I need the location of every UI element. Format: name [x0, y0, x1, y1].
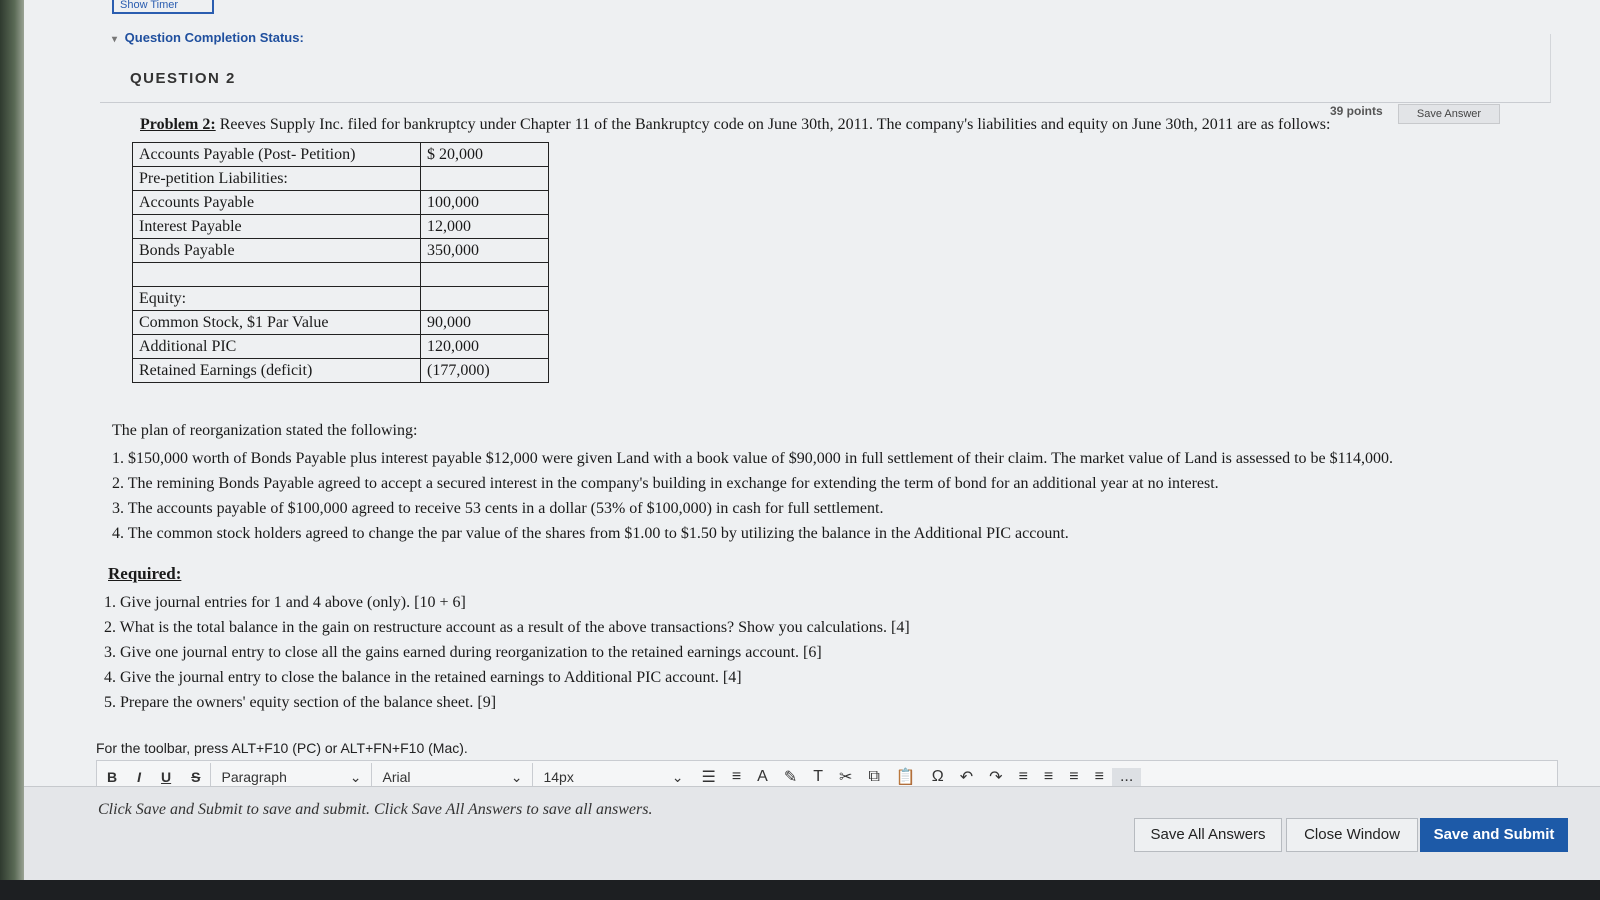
row-label: Bonds Payable — [133, 239, 421, 263]
show-timer-button[interactable]: Show Timer — [112, 0, 214, 14]
row-label: Accounts Payable (Post- Petition) — [133, 143, 421, 167]
table-row — [133, 263, 549, 287]
undo-icon[interactable]: ↶ — [959, 769, 974, 786]
table-row — [133, 167, 549, 191]
table-row — [133, 143, 549, 167]
row-value: 350,000 — [421, 239, 549, 263]
chevron-down-icon: ⌄ — [671, 768, 684, 785]
list-item: 4. Give the journal entry to close the balance in the retained earnings to Additional PIC account. [4] — [104, 669, 742, 686]
plan-intro: The plan of reorganization stated the following: — [112, 422, 418, 439]
table-row — [133, 359, 549, 383]
font-select-value: Arial — [382, 769, 411, 785]
bold-button[interactable]: B — [107, 769, 118, 785]
list-item: 3. The accounts payable of $100,000 agreed to receive 53 cents in a dollar (53% of $100,000) in cash for full settlement. — [112, 500, 884, 517]
redo-icon[interactable]: ↷ — [989, 769, 1003, 786]
row-label: Interest Payable — [133, 215, 421, 239]
more-options-button[interactable]: ... — [1112, 768, 1141, 786]
row-label: Accounts Payable — [133, 191, 421, 215]
row-label: Additional PIC — [133, 335, 421, 359]
list-item: 1. $150,000 worth of Bonds Payable plus interest payable $12,000 were given Land with a book value of $90,000 in full settlement of their claim. The market value of Land is assessed to be $114,000. — [112, 450, 1394, 467]
points-label: 39 points — [1330, 104, 1383, 118]
liabilities-equity-table — [132, 142, 549, 383]
align-left-icon[interactable]: ≡ — [1018, 768, 1028, 785]
row-value: 90,000 — [421, 311, 549, 335]
required-title: Required: — [108, 564, 182, 583]
align-center-icon[interactable]: ≡ — [1043, 768, 1054, 785]
bullet-list-icon[interactable]: ☰ — [701, 769, 716, 786]
save-answer-button[interactable]: Save Answer — [1398, 104, 1500, 124]
footer-instructions: Click Save and Submit to save and submit. Click Save All Answers to save all answers. — [98, 801, 653, 818]
row-value: 120,000 — [421, 335, 549, 359]
problem-statement — [140, 116, 1330, 134]
table-row — [133, 335, 549, 359]
clear-format-icon[interactable]: T — [813, 768, 824, 785]
list-item: 5. Prepare the owners' equity section of the balance sheet. [9] — [104, 694, 497, 711]
paragraph-select-value: Paragraph — [221, 769, 287, 785]
screen-bottom-edge — [0, 880, 1600, 900]
list-item: 2. The remining Bonds Payable agreed to accept a secured interest in the company's building in exchange for extending the term of bond for an additional year at no interest. — [112, 475, 1219, 492]
list-item: 1. Give journal entries for 1 and 4 above (only). [10 + 6] — [104, 594, 466, 611]
chevron-down-icon: ⌄ — [510, 768, 523, 785]
problem-text: Reeves Supply Inc. filed for bankruptcy under Chapter 11 of the Bankruptcy code on June 30th, 2011. The company's liabilities and equity on June 30th, 2011 are as follows: — [219, 116, 1331, 133]
strikethrough-button[interactable]: S — [191, 769, 201, 785]
table-row — [133, 311, 549, 335]
font-size-select-value: 14px — [543, 769, 574, 785]
required-list — [104, 590, 910, 715]
question-header-bar — [100, 34, 1551, 103]
row-value: (177,000) — [421, 359, 549, 383]
row-label: Common Stock, $1 Par Value — [133, 311, 421, 335]
row-value — [421, 287, 549, 311]
table-row — [133, 287, 549, 311]
row-value: $ 20,000 — [421, 143, 549, 167]
list-item: 3. Give one journal entry to close all the gains earned during reorganization to the retained earnings account. [6] — [104, 644, 822, 661]
row-value — [421, 167, 549, 191]
table-row — [133, 191, 549, 215]
copy-icon[interactable]: ⧉ — [868, 768, 880, 785]
paste-icon[interactable]: 📋 — [895, 769, 916, 786]
underline-button[interactable]: U — [161, 769, 172, 785]
text-color-icon[interactable]: A — [757, 768, 768, 785]
completion-status-label: Question Completion Status: — [124, 30, 304, 45]
row-value: 100,000 — [421, 191, 549, 215]
list-item: 2. What is the total balance in the gain on restructure account as a result of the above transactions? Show you calculations. [4] — [104, 619, 910, 636]
row-label — [133, 263, 421, 287]
left-edge-decoration — [0, 0, 24, 900]
collapse-caret-icon[interactable]: ▾ — [112, 34, 118, 45]
close-window-button[interactable]: Close Window — [1286, 818, 1418, 852]
chevron-down-icon: ⌄ — [349, 768, 362, 785]
cut-icon[interactable]: ✂ — [839, 769, 853, 786]
problem-title: Problem 2: — [140, 116, 216, 133]
row-value: 12,000 — [421, 215, 549, 239]
save-all-answers-button[interactable]: Save All Answers — [1134, 818, 1282, 852]
save-and-submit-button[interactable]: Save and Submit — [1420, 818, 1568, 852]
table-row — [133, 215, 549, 239]
completion-status[interactable] — [112, 30, 304, 45]
italic-button[interactable]: I — [137, 769, 142, 785]
align-right-icon[interactable]: ≡ — [1069, 768, 1079, 785]
table-row — [133, 239, 549, 263]
justify-icon[interactable]: ≡ — [1094, 768, 1104, 785]
plan-list — [112, 446, 1393, 546]
row-label: Retained Earnings (deficit) — [133, 359, 421, 383]
footer-bar — [24, 786, 1600, 881]
row-value — [421, 263, 549, 287]
numbered-list-icon[interactable]: ≡ — [731, 768, 742, 785]
highlight-icon[interactable]: ✎ — [783, 769, 798, 786]
toolbar-hint: For the toolbar, press ALT+F10 (PC) or ALT+FN+F10 (Mac). — [96, 740, 468, 756]
question-label: QUESTION 2 — [130, 70, 236, 87]
row-label: Equity: — [133, 287, 421, 311]
row-label: Pre-petition Liabilities: — [133, 167, 421, 191]
special-char-icon[interactable]: Ω — [931, 768, 944, 785]
list-item: 4. The common stock holders agreed to change the par value of the shares from $1.00 to $1.50 by utilizing the balance in the Additional PIC account. — [112, 525, 1069, 542]
